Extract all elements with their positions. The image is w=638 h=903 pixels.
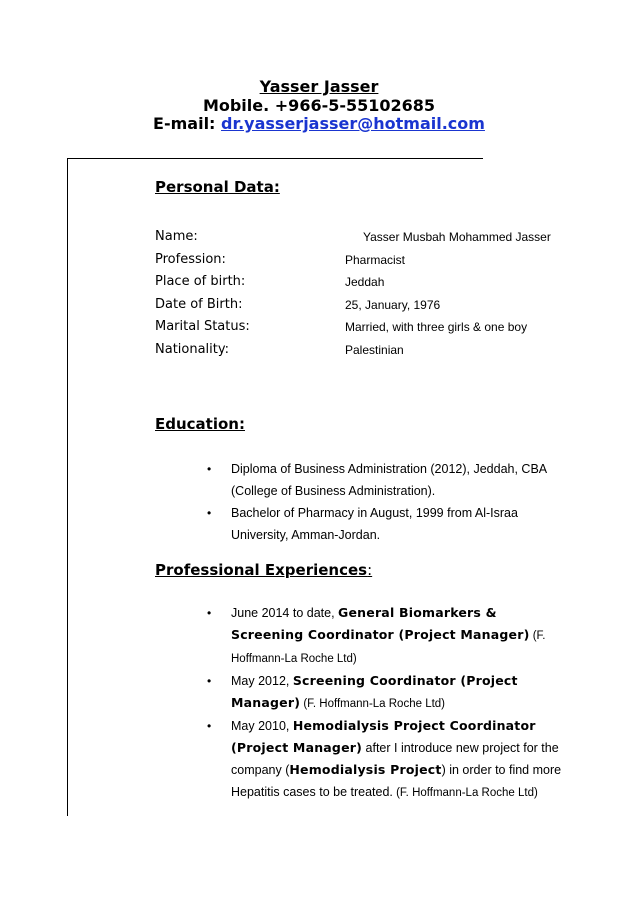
exp-role: Screening Coordinator (Project Manager)	[231, 673, 518, 710]
field-value: Jeddah	[345, 275, 385, 289]
education-list	[188, 458, 568, 546]
field-label: Nationality:	[155, 342, 230, 357]
list-item	[188, 458, 568, 502]
field-value: Palestinian	[345, 343, 404, 357]
field-label: Place of birth:	[155, 274, 246, 289]
field-label: Profession:	[155, 252, 226, 267]
exp-org: (F. Hoffmann-La Roche Ltd)	[300, 698, 446, 710]
personal-data-heading: Personal Data:	[155, 178, 280, 196]
email-line	[0, 114, 638, 133]
top-divider	[67, 158, 483, 159]
mobile-line: Mobile. +966-5-55102685	[202, 96, 436, 115]
personal-row-place-of-birth	[155, 274, 575, 294]
field-value: Yasser Musbah Mohammed Jasser	[363, 230, 551, 244]
exp-org: (F. Hoffmann-La Roche Ltd)	[231, 630, 546, 665]
exp-project: Hemodialysis Project	[289, 762, 442, 777]
personal-row-profession	[155, 252, 575, 272]
education-heading: Education:	[155, 415, 245, 433]
email-link[interactable]: dr.yasserjasser@hotmail.com	[221, 114, 485, 133]
exp-date: May 2012,	[231, 674, 293, 688]
field-label: Marital Status:	[155, 319, 250, 334]
exp-date: June 2014 to date,	[231, 606, 339, 620]
bullet-icon: •	[207, 719, 212, 733]
exp-role: Hemodialysis Project Coordinator (Project Manager)	[231, 718, 536, 755]
personal-row-marital-status	[155, 319, 575, 339]
exp-description-tail: ) in order to find more Hepatitis cases to be treated.	[231, 763, 562, 799]
personal-row-name	[155, 229, 575, 249]
bullet-icon: •	[207, 506, 212, 520]
experience-list	[188, 602, 568, 804]
personal-row-nationality	[155, 342, 575, 362]
experience-heading	[155, 561, 372, 579]
exp-date: May 2010,	[231, 719, 293, 733]
experience-title: Professional Experiences	[155, 561, 368, 579]
bullet-icon: •	[207, 674, 212, 688]
field-label: Name:	[155, 229, 198, 244]
email-label: E-mail:	[153, 114, 222, 133]
left-border	[67, 158, 68, 816]
field-value: Married, with three girls & one boy	[345, 320, 528, 334]
bullet-icon: •	[207, 462, 212, 476]
education-item-text: Bachelor of Pharmacy in August, 1999 from Al-Israa University, Amman-Jordan.	[231, 506, 518, 542]
field-label: Date of Birth:	[155, 297, 243, 312]
list-item	[188, 602, 568, 670]
list-item	[188, 502, 568, 546]
exp-description: after I introduce new project for the company (	[231, 741, 559, 777]
list-item	[188, 670, 568, 715]
exp-role: General Biomarkers & Screening Coordinator (Project Manager)	[231, 605, 530, 642]
experience-title-colon: :	[367, 561, 373, 579]
bullet-icon: •	[207, 606, 212, 620]
field-value: 25, January, 1976	[345, 298, 441, 312]
personal-row-date-of-birth	[155, 297, 575, 317]
list-item	[188, 715, 568, 804]
education-item-text: Diploma of Business Administration (2012), Jeddah, CBA (College of Business Administration).	[231, 462, 547, 498]
field-value: Pharmacist	[345, 253, 406, 267]
cv-name: Yasser Jasser	[259, 77, 379, 96]
exp-org: (F. Hoffmann-La Roche Ltd)	[392, 787, 538, 799]
